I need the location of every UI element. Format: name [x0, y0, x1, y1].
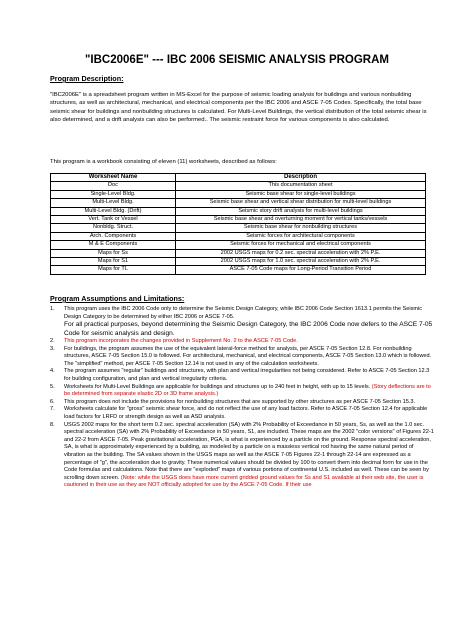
list-item: [50, 338, 434, 346]
list-item: [50, 406, 434, 421]
list-item-text: The program assumes "regular" buildings and structures, with plan and vertical irregularities not being considered. Refer to ASCE 7-05 Section 12.3 for building configuration, and plan and vertical irregularity criteria.: [64, 368, 430, 382]
list-item: [50, 422, 434, 490]
column-header-description: Description: [176, 174, 426, 182]
worksheet-description-cell: ASCE 7-05 Code maps for Long-Period Transition Period: [176, 266, 426, 274]
worksheet-description-cell: Seismic base shear for single-level buildings: [176, 190, 426, 198]
worksheet-description-cell: 2002 USGS maps for 0.2 sec. spectral acceleration with 2% P.E.: [176, 249, 426, 257]
list-item-text: Worksheets calculate for "gross" seismic shear force, and do not reflect the use of any load factors. Refer to ASCE 7-05 Section 12.4 for applicable load factors for LRFD or strength design as well as ASD analysis.: [64, 406, 428, 420]
worksheet-name-cell: Nonbldg. Struct.: [51, 224, 176, 232]
worksheet-intro-paragraph: This program is a workbook consisting of eleven (11) worksheets, described as follows:: [50, 159, 277, 165]
list-item-note: (Note: while the USGS does have more current gridded ground values for Ss and S1 available at their web site, the user is cautioned in their use as they are NOT officially adopted for use by the ASCE 7-05 Code. If their use: [64, 474, 424, 489]
document-title: "IBC2006E" --- IBC 2006 SEISMIC ANALYSIS PROGRAM: [84, 54, 389, 66]
worksheet-description-cell: Seismic forces for architectural components: [176, 232, 426, 240]
list-item-text: USGS 2002 maps for the short term 0.2 sec. spectral acceleration (SA) with 2% Probability of Exceedance in 50 years, Ss, as well as the 1.0 sec. spectral acceleration (SA) with 2% Probability of Exceedance in 50 years, S1, are included. These maps are the 2002 "color versions" of Figures 22-1 and 22-2 from ASCE 7-05. Peak gravitational acceleration, PGA, is what is experienced by a particle on the ground. Response spectral acceleration, SA, is what is approximately experienced by a building, as modeled by a particle on a massless vertical rod having the same natural period of vibration as the building. The SA values shown in the USGS maps as well as the ASCE 7-05 Figures 22-1 through 22-14 are expressed as a percentage of "g", the acceleration due to gravity. These numerical values should be divided by 100 to convert them into decimal form for use in the Code formulas and calculations. Note that there are "exploded" maps of various portions of continental U.S. included as well. These can be seen by scrolling down screen.: [64, 421, 434, 481]
worksheet-description-cell: Seismic story drift analysis for multi-level buildings: [176, 207, 426, 215]
worksheet-description-cell: 2002 USGS maps for 1.0 sec. spectral acceleration with 2% P.E.: [176, 258, 426, 266]
assumptions-list: [50, 306, 434, 490]
table-row: [51, 249, 426, 257]
list-item-emphasis-text: For all practical purposes, beyond determining the Seismic Design Category, the IBC 2006 Code now defers to the ASCE 7-05 Code for seismic analysis and design.: [64, 321, 433, 337]
list-item-number: 4.: [50, 368, 55, 375]
worksheet-table: [50, 173, 426, 275]
worksheet-name-cell: Maps for Ss: [51, 249, 176, 257]
description-paragraph: "IBC2006E" is a spreadsheet program written in MS-Excel for the purpose of seismic loading analysis for buildings and various nonbuilding structures, as well as architectural, mechanical, and electrical components per the IBC 2006 and ASCE 7-05 Codes. Specifically, the total base seismic shear for buildings and nonbuilding structures is calculated. For Multi-Level Buildings, the vertical distribution of the total seismic shear is also determined, and a drift analysis can also be performed.. The seismic restraint force for various components is also calculated.: [50, 92, 427, 123]
list-item: [50, 368, 434, 383]
worksheet-description-cell: This documentation sheet: [176, 182, 426, 190]
table-row: [51, 182, 426, 190]
list-item-note: This program incorporates the changes provided in Supplement No. 2 to the ASCE 7-05 Code.: [64, 338, 298, 344]
list-item-number: 5.: [50, 383, 55, 390]
table-row: [51, 232, 426, 240]
worksheet-name-cell: Multi-Level Bldg.: [51, 199, 176, 207]
worksheet-name-cell: Vert. Tank or Vessel: [51, 216, 176, 224]
list-item-number: 3.: [50, 345, 55, 352]
list-item-text: Worksheets for Multi-Level Buildings are applicable for buildings and structures up to 240 feet in height, with up to 15 levels.: [64, 383, 371, 390]
worksheet-description-cell: Seismic base shear and vertical shear distribution for multi-level buildings: [176, 199, 426, 207]
assumptions-heading: Program Assumptions and Limitations:: [50, 294, 185, 303]
list-item-text: For buildings, the program assumes the use of the equivalent lateral-force method for analysis, per ASCE 7-05 Section 12.8. For nonbuilding structures, ASCE 7-05 Section 15.0 is followed. For architectural, mechanical, and electrical components, ASCE 7-05 Section 13.0 which is followed. The "simplified" method, per ASCE 7-05 Section 12.14 is not used in any of the calculation worksheets.: [64, 345, 432, 367]
worksheet-description-cell: Seismic base shear for nonbuilding structures: [176, 224, 426, 232]
table-row: [51, 216, 426, 224]
table-row: [51, 266, 426, 274]
worksheet-table-body: [51, 182, 426, 274]
table-row: [51, 224, 426, 232]
worksheet-name-cell: Multi-Level Bldg. (Drift): [51, 207, 176, 215]
list-item: [50, 384, 434, 399]
list-item-note: (Story deflections are to be determined from separate elastic 2D or 3D frame analysis.): [64, 383, 431, 398]
list-item: [50, 399, 434, 407]
worksheet-name-cell: M & E Components: [51, 241, 176, 249]
program-description-heading: Program Description:: [50, 74, 124, 83]
worksheet-name-cell: Doc: [51, 182, 176, 190]
list-item-number: 8.: [50, 421, 55, 428]
list-item-number: 2.: [50, 338, 55, 344]
table-header-row: [51, 174, 426, 182]
list-item-number: 7.: [50, 406, 55, 413]
table-row: [51, 258, 426, 266]
worksheet-description-cell: Seismic forces for mechanical and electrical components: [176, 241, 426, 249]
list-item: [50, 306, 434, 338]
table-row: [51, 190, 426, 198]
worksheet-description-cell: Seismic base shear and overturning moment for vertical tanks/vessels: [176, 216, 426, 224]
worksheet-name-cell: Single-Level Bldg.: [51, 190, 176, 198]
worksheet-name-cell: Maps for TL: [51, 266, 176, 274]
list-item-number: 1.: [50, 306, 55, 312]
list-item-text: This program uses the IBC 2006 Code only to determine the Seismic Design Category, while IBC 2006 Code Section 1613.1 permits the Seismic Design Category to be determined by either IBC 2006 or ASCE 7-05.: [64, 306, 423, 320]
list-item-number: 6.: [50, 398, 55, 405]
column-header-worksheet-name: Worksheet Name: [51, 174, 176, 182]
worksheet-name-cell: Arch. Components: [51, 232, 176, 240]
table-row: [51, 207, 426, 215]
list-item: [50, 346, 434, 369]
list-item-text: This program does not include the provisions for nonbuilding structures that are supported by other structures as per ASCE 7-05 Section 15.3.: [64, 398, 416, 405]
worksheet-name-cell: Maps for S1: [51, 258, 176, 266]
table-row: [51, 241, 426, 249]
table-row: [51, 199, 426, 207]
